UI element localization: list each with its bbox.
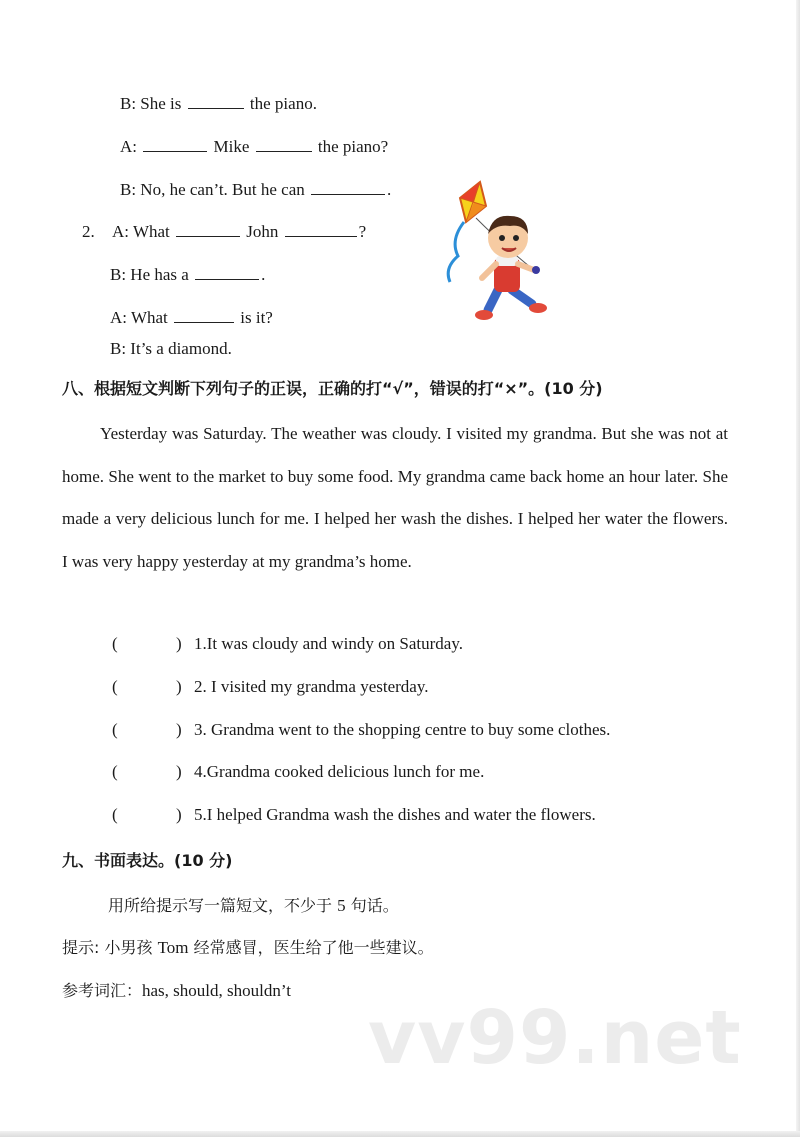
section-9-heading: 九、书面表达。(10 分) <box>62 851 233 870</box>
answer-paren[interactable]: ( <box>112 677 118 696</box>
boy-with-kite-illustration <box>436 178 564 326</box>
kite-icon <box>460 182 486 222</box>
answer-paren[interactable]: ( <box>112 720 118 739</box>
section-8-heading: 八、根据短文判断下列句子的正误，正确的打“√”，错误的打“×”。(10 分) <box>62 379 603 398</box>
watermark: vv99.net <box>368 995 742 1081</box>
dialogue2-line-a1: 2. A: What John ? <box>82 222 367 241</box>
judgement-item: ( ) 3. Grandma went to the shopping centre to buy some clothes. <box>112 720 611 739</box>
answer-blank[interactable] <box>174 306 234 323</box>
answer-blank[interactable] <box>195 263 259 280</box>
page-edge-shadow <box>0 1131 800 1137</box>
reading-passage: Yesterday was Saturday. The weather was cloudy. I visited my grandma. But she was not at home. She went to the market to buy some food. My grandma came back home an hour later. She made a very delicious lunch for me. I helped her wash the dishes. I helped her water the flowers. I was very happy yesterday at my grandma’s home. <box>62 424 728 572</box>
answer-paren[interactable]: ( <box>112 805 118 824</box>
judgement-item: ( ) 2. I visited my grandma yesterday. <box>112 677 429 696</box>
judgement-item: ( ) 4.Grandma cooked delicious lunch for me. <box>112 762 485 781</box>
judgement-item: ( ) 1.It was cloudy and windy on Saturday. <box>112 634 463 653</box>
dialogue1-line-b2: B: No, he can’t. But he can . <box>120 180 392 199</box>
dialogue2-line-a2: A: What is it? <box>110 308 273 327</box>
writing-hint: 提示: 小男孩 Tom 经常感冒，医生给了他一些建议。 <box>62 938 434 957</box>
dialogue2-line-b2: B: It’s a diamond. <box>110 339 232 358</box>
answer-blank[interactable] <box>311 178 385 195</box>
answer-blank[interactable] <box>188 92 244 109</box>
answer-blank[interactable] <box>256 135 312 152</box>
dialogue2-line-b1: B: He has a . <box>110 265 266 284</box>
judgement-item: ( ) 5.I helped Grandma wash the dishes and water the flowers. <box>112 805 596 824</box>
answer-blank[interactable] <box>176 220 240 237</box>
answer-paren[interactable]: ( <box>112 762 118 781</box>
writing-instruction: 用所给提示写一篇短文，不少于 5 句话。 <box>108 896 399 915</box>
answer-paren[interactable]: ( <box>112 634 118 653</box>
dialogue1-line-b1: B: She is the piano. <box>120 94 317 113</box>
boy-figure <box>475 216 547 320</box>
answer-blank[interactable] <box>285 220 357 237</box>
dialogue1-line-a1: A: Mike the piano? <box>120 137 389 156</box>
page-edge-shadow <box>796 0 800 1137</box>
answer-blank[interactable] <box>143 135 207 152</box>
question-number: 2. <box>82 222 95 241</box>
kite-tail <box>448 222 464 282</box>
reference-vocabulary: 参考词汇：has, should, shouldn’t <box>62 981 291 1000</box>
